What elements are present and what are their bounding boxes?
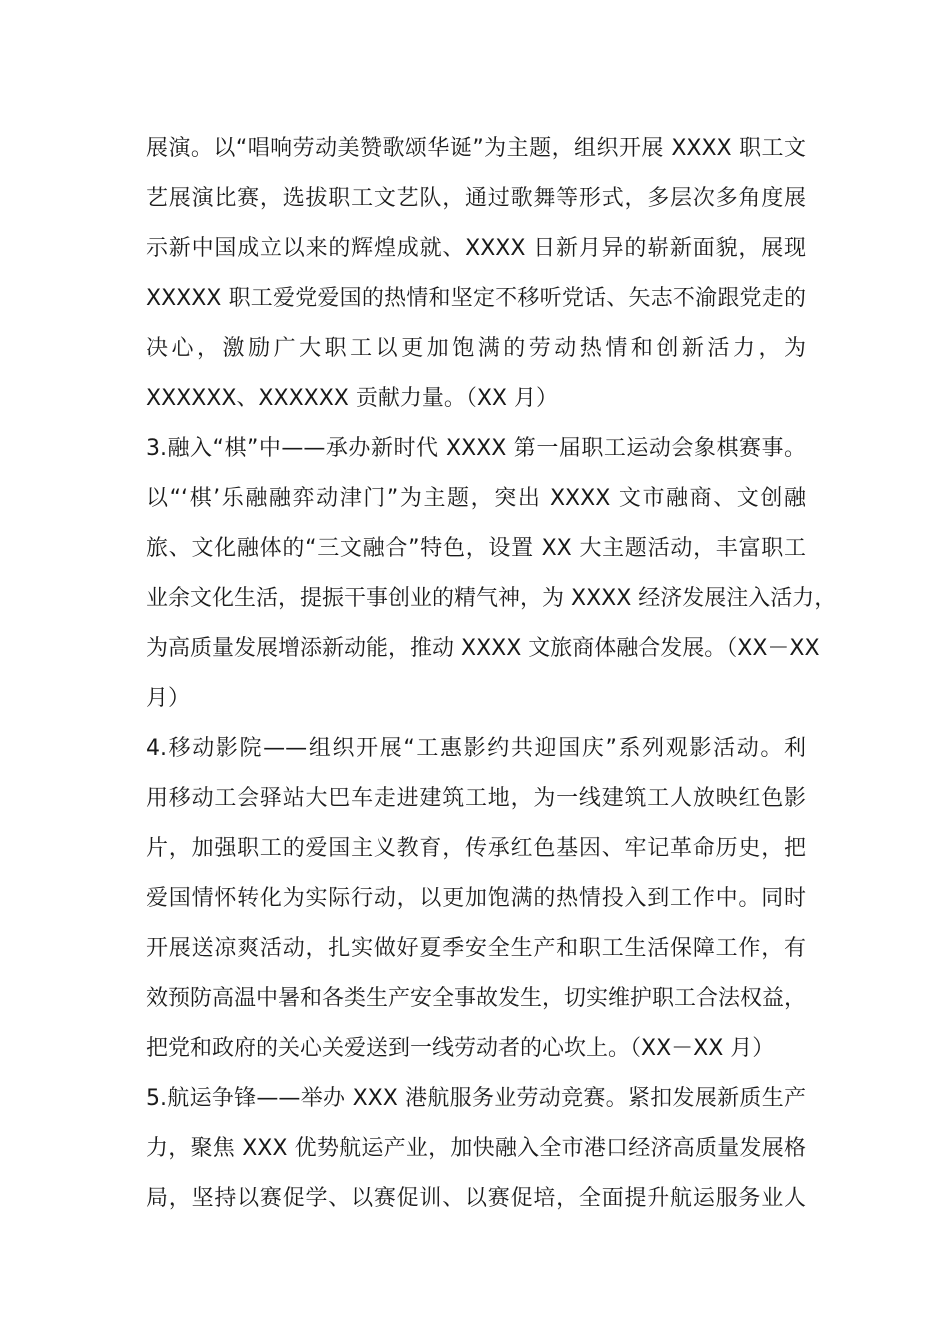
text-line: 把党和政府的关心关爱送到一线劳动者的心坎上。（XX－XX 月） bbox=[146, 1036, 775, 1061]
text-line: 旅、文化融体的“三文融合”特色，设置 XX 大主题活动，丰富职工 bbox=[146, 536, 806, 561]
text-line: 艺展演比赛，选拔职工文艺队，通过歌舞等形式，多层次多角度展 bbox=[146, 186, 806, 211]
text-line: XXXXX 职工爱党爱国的热情和坚定不移听党话、矢志不渝跟党走的 bbox=[146, 286, 806, 311]
section-heading-line: 5.航运争锋——举办 XXX 港航服务业劳动竞赛。紧扣发展新质生产 bbox=[146, 1086, 806, 1111]
text-line: 决心，激励广大职工以更加饱满的劳动热情和创新活力，为 bbox=[146, 336, 806, 361]
text-line: 局，坚持以赛促学、以赛促训、以赛促培，全面提升航运服务业人 bbox=[146, 1186, 806, 1211]
text-line: 效预防高温中暑和各类生产安全事故发生，切实维护职工合法权益， bbox=[146, 986, 807, 1011]
section-heading-line: 3.融入“棋”中——承办新时代 XXXX 第一届职工运动会象棋赛事。 bbox=[146, 436, 806, 461]
text-line: 展演。以“唱响劳动美赞歌颂华诞”为主题，组织开展 XXXX 职工文 bbox=[146, 136, 806, 161]
text-line: 片，加强职工的爱国主义教育，传承红色基因、牢记革命历史，把 bbox=[146, 836, 806, 861]
text-line: XXXXXX、XXXXXX 贡献力量。（XX 月） bbox=[146, 386, 558, 411]
text-line: 用移动工会驿站大巴车走进建筑工地，为一线建筑工人放映红色影 bbox=[146, 786, 806, 811]
text-line: 示新中国成立以来的辉煌成就、XXXX 日新月异的崭新面貌，展现 bbox=[146, 236, 806, 261]
text-line: 月） bbox=[146, 686, 191, 711]
text-line: 力，聚焦 XXX 优势航运产业，加快融入全市港口经济高质量发展格 bbox=[146, 1136, 806, 1161]
section-heading-line: 4.移动影院——组织开展“工惠影约共迎国庆”系列观影活动。利 bbox=[146, 736, 806, 761]
text-line: 开展送凉爽活动，扎实做好夏季安全生产和职工生活保障工作，有 bbox=[146, 936, 806, 961]
text-line: 以“‘棋’乐融融弈动津门”为主题，突出 XXXX 文市融商、文创融 bbox=[146, 486, 806, 511]
text-line: 为高质量发展增添新动能，推动 XXXX 文旅商体融合发展。（XX－XX bbox=[146, 636, 820, 661]
text-line: 爱国情怀转化为实际行动，以更加饱满的热情投入到工作中。同时 bbox=[146, 886, 806, 911]
text-line: 业余文化生活，提振干事创业的精气神，为 XXXX 经济发展注入活力， bbox=[146, 586, 837, 611]
